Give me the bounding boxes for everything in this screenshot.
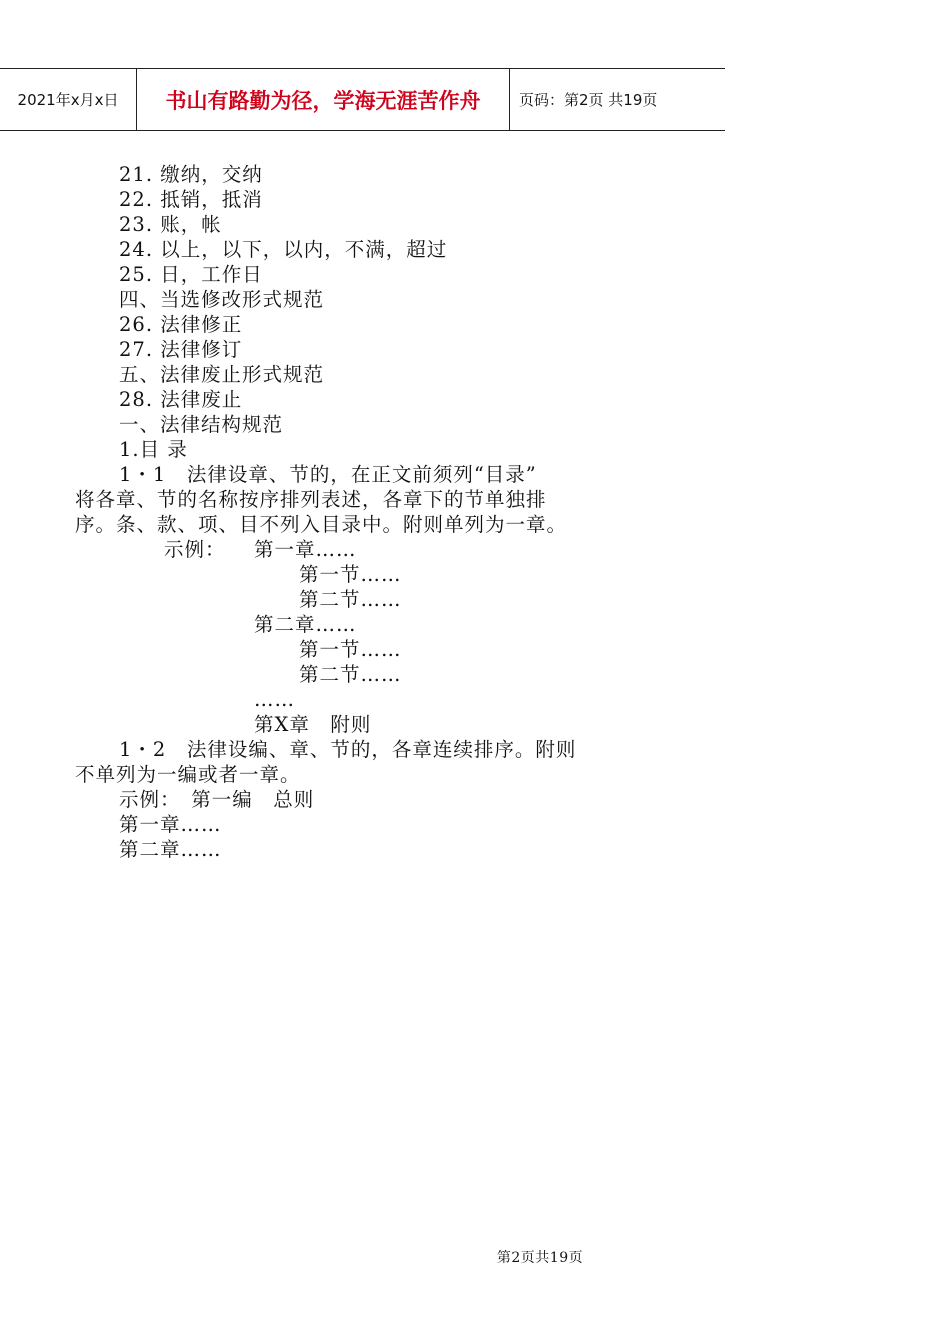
list-item: 27. 法律修订: [119, 338, 243, 361]
list-item: 23. 账，帐: [119, 213, 222, 236]
toc-section: 第二节……: [299, 663, 402, 686]
paragraph-line: 将各章、节的名称按序排列表述，各章下的节单独排: [75, 488, 547, 511]
example-line: 示例： 第一编 总则: [119, 788, 315, 811]
toc-section: 第一节……: [299, 638, 402, 661]
section-heading: 四、当选修改形式规范: [119, 288, 325, 311]
toc-chapter: 第Ⅹ章 附则: [254, 713, 372, 736]
header-divider: [509, 69, 510, 130]
toc-section: 第二节……: [299, 588, 402, 611]
page-header: [0, 68, 725, 131]
list-item: 21. 缴纳，交纳: [119, 163, 263, 186]
list-item: 26. 法律修正: [119, 313, 243, 336]
list-item: 25. 日，工作日: [119, 263, 263, 286]
page-footer: 第2页共19页: [496, 1250, 584, 1266]
header-motto: 书山有路勤为径，学海无涯苦作舟: [165, 88, 481, 113]
paragraph-line: 不单列为一编或者一章。: [75, 763, 301, 786]
toc-chapter: 第二章……: [119, 838, 222, 861]
list-item: 22. 抵销，抵消: [119, 188, 263, 211]
subsection-heading: 1.目 录: [119, 438, 188, 461]
paragraph-line: 序。条、款、项、目不列入目录中。附则单列为一章。: [75, 513, 568, 536]
header-page-info: 页码：第2页 共19页: [519, 91, 658, 109]
paragraph-line: 1・2 法律设编、章、节的，各章连续排序。附则: [119, 738, 577, 761]
example-label: 示例：: [164, 538, 226, 561]
list-item: 24. 以上，以下，以内，不满，超过: [119, 238, 448, 261]
list-item: 28. 法律废止: [119, 388, 243, 411]
section-heading: 五、法律废止形式规范: [119, 363, 325, 386]
toc-ellipsis: ……: [254, 688, 295, 711]
toc-chapter: 第一章……: [254, 538, 357, 561]
toc-section: 第一节……: [299, 563, 402, 586]
paragraph-line: 1・1 法律设章、节的，在正文前须列“目录”: [119, 463, 537, 486]
toc-chapter: 第一章……: [119, 813, 222, 836]
toc-chapter: 第二章……: [254, 613, 357, 636]
section-heading: 一、法律结构规范: [119, 413, 284, 436]
header-date: 2021年x月x日: [17, 91, 119, 109]
